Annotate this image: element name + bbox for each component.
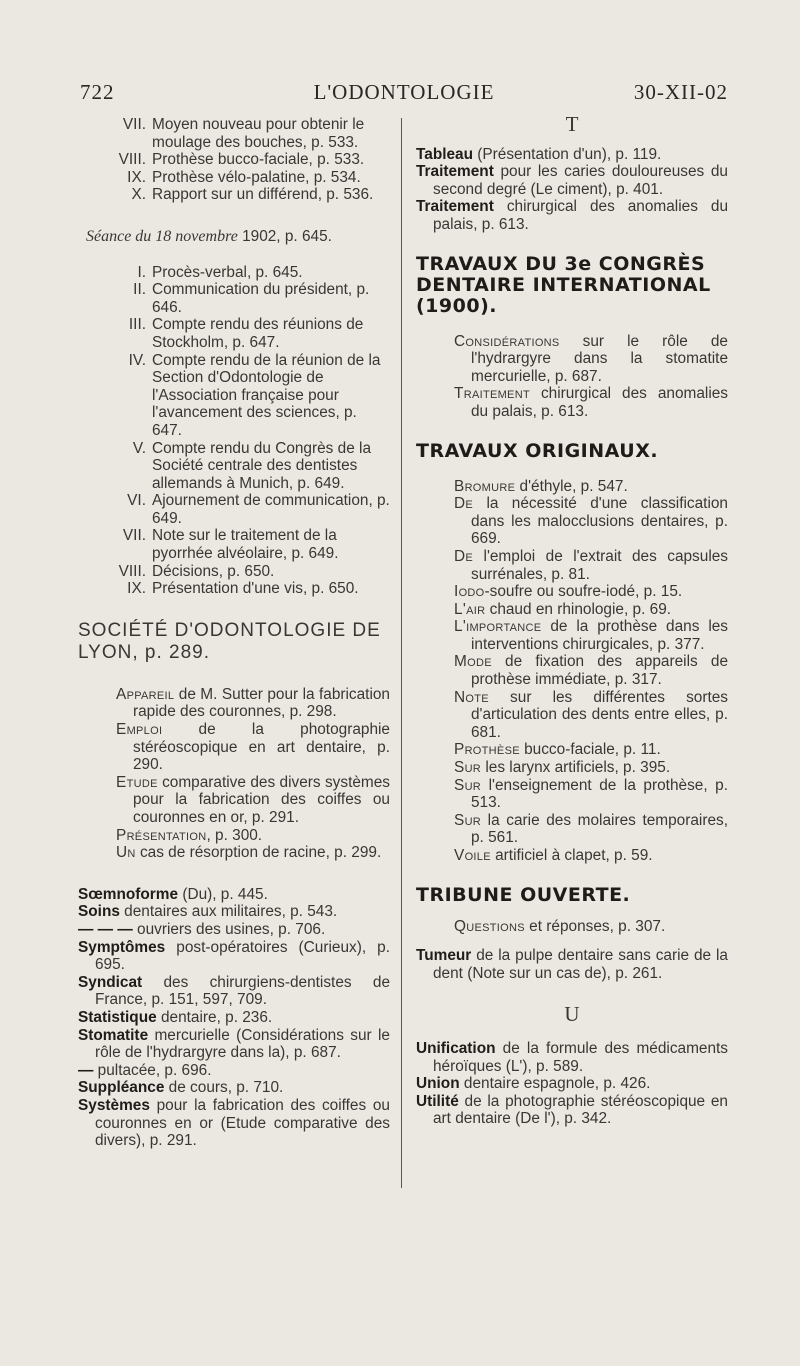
tumeur-entries: [416, 947, 728, 982]
entry-number: IV.: [128, 351, 146, 369]
entry-keyword: Iodo: [454, 583, 485, 601]
entry-keyword: Traitement: [454, 385, 530, 403]
entry-keyword: Tableau: [416, 145, 474, 163]
entry-text: (Présentation d'un), p. 119.: [473, 145, 662, 163]
numbered-entry: [78, 116, 390, 151]
entry-text: Prothèse vélo-palatine, p. 534.: [152, 168, 361, 186]
entry-keyword: Tumeur: [416, 947, 472, 965]
entry-text: de fixation des appareils de prothèse immédiate, p. 317.: [471, 653, 728, 689]
entry-text: d'éthyle, p. 547.: [515, 477, 628, 495]
entry-text: -soufre ou soufre-iodé, p. 15.: [484, 583, 683, 601]
entry-keyword: Traitement: [416, 163, 494, 181]
seance-italic: Séance du 18 novembre: [86, 227, 238, 245]
index-entry: [416, 1040, 728, 1075]
entry-keyword: Sur: [454, 759, 482, 777]
index-entry: [416, 198, 728, 233]
entry-number: X.: [131, 186, 146, 204]
numbered-entry: [78, 316, 390, 351]
index-entry: [454, 548, 728, 583]
seance-heading: [86, 228, 390, 246]
index-entry: [416, 163, 728, 198]
entry-number: VIII.: [118, 151, 146, 169]
letter-heading-t: T: [565, 112, 579, 136]
letter-heading-u: U: [564, 1002, 580, 1027]
entry-text: artificiel à clapet, p. 59.: [490, 847, 653, 864]
index-entry: [78, 939, 390, 974]
index-entry: [454, 777, 728, 812]
entry-keyword: Syndicat: [78, 973, 143, 991]
entry-text: chirurgical des anomalies du palais, p. 613.: [471, 385, 728, 420]
entry-keyword: Prothèse: [454, 741, 520, 759]
entry-keyword: Note: [454, 688, 489, 706]
entry-keyword: Etude: [116, 773, 158, 791]
index-entry: [454, 618, 728, 653]
entry-text: post-opératoires (Curieux), p. 695.: [95, 938, 390, 974]
entry-number: III.: [128, 316, 146, 334]
heading-originaux: TRAVAUX ORIGINAUX.: [416, 439, 659, 462]
entry-number: IX.: [127, 168, 146, 186]
numbered-entry: [78, 151, 390, 169]
index-entry: [454, 385, 728, 420]
s-entries: [78, 886, 390, 1150]
journal-title: L'ODONTOLOGIE: [313, 80, 495, 104]
entry-text: de la photographie stéréoscopique en art dentaire, p. 290.: [133, 721, 390, 774]
index-entry: [454, 689, 728, 742]
numbered-entry: [78, 580, 390, 598]
entry-keyword: Systèmes: [78, 1096, 150, 1114]
entry-number: VII.: [122, 527, 146, 545]
index-entry: [416, 1075, 728, 1093]
entry-keyword: Voile: [454, 847, 491, 864]
index-entry: [78, 1009, 390, 1027]
running-header: [80, 80, 728, 110]
entry-text: l'emploi de l'extrait des capsules surrénales, p. 81.: [471, 547, 728, 583]
index-entry: [416, 146, 728, 164]
entry-keyword: Bromure: [454, 477, 516, 495]
column-divider: [401, 118, 402, 1188]
entry-keyword: Suppléance: [78, 1079, 165, 1097]
index-entry: [116, 686, 390, 721]
entry-keyword: Sur: [454, 776, 482, 794]
entry-keyword: De: [454, 495, 474, 513]
index-entry: [78, 921, 390, 939]
entry-keyword: Questions: [454, 917, 525, 935]
entry-text: ouvriers des usines, p. 706.: [132, 920, 326, 938]
entry-number: VI.: [127, 492, 146, 510]
index-entry: [454, 333, 728, 386]
entry-keyword: Présentation: [116, 826, 207, 844]
entry-text: pour les caries douloureuses du second degré (Le ciment), p. 401.: [433, 163, 728, 198]
entry-keyword: L'importance: [454, 618, 542, 636]
entry-keyword: Un: [116, 844, 136, 862]
issue-date: 30-XII-02: [633, 80, 728, 104]
entry-text: sur le rôle de l'hydrargyre dans la stomatite mercurielle, p. 687.: [471, 332, 728, 385]
index-entry: [78, 1097, 390, 1150]
entry-text: Ajournement de communication, p. 649.: [152, 492, 390, 527]
congres-entries: [416, 333, 728, 421]
entry-keyword: Appareil: [116, 685, 175, 703]
entry-text: dentaire, p. 236.: [156, 1008, 273, 1026]
entry-text: Compte rendu des réunions de Stockholm, p. 647.: [152, 316, 364, 351]
numbered-entry: [78, 527, 390, 562]
entry-text: comparative des divers systèmes pour la fabrication des coiffes ou couronnes en or, p. 291.: [133, 773, 390, 826]
numbered-entry: [78, 186, 390, 204]
entry-text: pultacée, p. 696.: [93, 1061, 212, 1079]
t-entries: [416, 146, 728, 234]
entry-text: la nécessité d'une classification dans les malocclusions dentaires, p. 669.: [471, 495, 728, 548]
entry-number: V.: [132, 439, 146, 457]
entry-text: (Du), p. 445.: [178, 885, 268, 903]
entry-text: dentaire espagnole, p. 426.: [459, 1075, 651, 1093]
index-entry: [116, 827, 390, 845]
numbered-entry: [78, 440, 390, 493]
entry-text: bucco-faciale, p. 11.: [519, 741, 661, 759]
entry-keyword: Soins: [78, 903, 120, 921]
u-entries: [416, 1040, 728, 1128]
index-entry: [454, 495, 728, 548]
index-entry: [454, 601, 728, 619]
index-entry: [416, 1093, 728, 1128]
entry-text: de M. Sutter pour la fabrication rapide des couronnes, p. 298.: [133, 685, 390, 721]
entry-text: l'enseignement de la prothèse, p. 513.: [471, 776, 728, 812]
entry-text: de la photographie stéréoscopique en art dentaire (De l'), p. 342.: [433, 1092, 728, 1128]
entry-text: de la prothèse dans les interventions chirurgicales, p. 377.: [471, 618, 728, 653]
numbered-list-1: [78, 116, 390, 204]
entry-text: la carie des molaires temporaires, p. 561.: [471, 811, 728, 847]
heading-tribune: TRIBUNE OUVERTE.: [416, 883, 631, 906]
index-entry: [454, 812, 728, 847]
entry-keyword: Stomatite: [78, 1026, 149, 1044]
entry-number: II.: [133, 281, 146, 299]
index-entry: [454, 918, 728, 936]
index-entry: [116, 844, 390, 862]
heading-congres: TRAVAUX DU 3e CONGRÈS DENTAIRE INTERNATIONAL (1900).: [416, 252, 711, 317]
entry-text: dentaires aux militaires, p. 543.: [119, 903, 338, 921]
entry-keyword: L'air: [454, 600, 486, 618]
entry-text: pour la fabrication des coiffes ou couronnes en or (Etude comparative des divers), p. 291.: [95, 1096, 390, 1150]
entry-text: cas de résorption de racine, p. 299.: [135, 844, 382, 862]
entry-text: Compte rendu du Congrès de la Société centrale des dentistes allemands à Munich, p. 649.: [152, 439, 372, 492]
numbered-entry: [78, 492, 390, 527]
entry-text: de la pulpe dentaire sans carie de la dent (Note sur un cas de), p. 261.: [433, 947, 728, 982]
entry-keyword: De: [454, 547, 474, 565]
societe-entries: [78, 686, 390, 862]
entry-keyword: — — —: [78, 920, 133, 938]
entry-keyword: Unification: [416, 1039, 496, 1057]
entry-text: Procès-verbal, p. 645.: [152, 263, 303, 281]
tribune-entries: [416, 918, 728, 936]
entry-text: Moyen nouveau pour obtenir le moulage des bouches, p. 533.: [152, 116, 365, 151]
entry-keyword: Considérations: [454, 332, 560, 350]
index-entry: [454, 478, 728, 496]
page-number: 722: [80, 80, 115, 104]
entry-number: IX.: [127, 580, 146, 598]
entry-keyword: Emploi: [116, 721, 163, 739]
entry-keyword: Sur: [454, 811, 482, 829]
index-entry: [454, 741, 728, 759]
entry-keyword: Statistique: [78, 1008, 157, 1026]
entry-text: Compte rendu de la réunion de la Section d'Odontologie de l'Association française pour l'avancement des sciences, p. 647.: [152, 351, 381, 439]
entry-text: Rapport sur un différend, p. 536.: [152, 186, 374, 204]
entry-keyword: Traitement: [416, 198, 494, 216]
numbered-entry: [78, 169, 390, 187]
entry-text: Communication du président, p. 646.: [152, 281, 370, 316]
section-heading-societe: SOCIÉTÉ D'ODONTOLOGIE DE LYON, p. 289.: [78, 619, 381, 663]
entry-keyword: Union: [416, 1075, 460, 1093]
right-column: [416, 112, 728, 1128]
entry-text: Présentation d'une vis, p. 650.: [152, 580, 359, 598]
numbered-entry: [78, 264, 390, 282]
index-entry: [78, 1079, 390, 1097]
entry-keyword: Mode: [454, 653, 492, 671]
entry-text: chirurgical des anomalies du palais, p. 613.: [433, 198, 728, 233]
entry-text: Prothèse bucco-faciale, p. 533.: [152, 151, 365, 169]
entry-text: mercurielle (Considérations sur le rôle de l'hydrargyre dans la), p. 687.: [95, 1026, 390, 1062]
entry-keyword: Sœmnoforme: [78, 885, 179, 903]
entry-text: , p. 300.: [206, 826, 263, 844]
entry-keyword: Symptômes: [78, 938, 166, 956]
index-entry: [78, 1062, 390, 1080]
index-entry: [454, 847, 728, 865]
index-entry: [116, 774, 390, 827]
originaux-entries: [416, 478, 728, 865]
numbered-entry: [78, 563, 390, 581]
entry-number: VII.: [122, 116, 146, 133]
left-column: [78, 116, 390, 1150]
entry-text: de cours, p. 710.: [164, 1079, 284, 1097]
entry-text: Décisions, p. 650.: [152, 562, 275, 580]
index-entry: [78, 974, 390, 1009]
entry-text: chaud en rhinologie, p. 69.: [485, 600, 672, 618]
entry-number: VIII.: [118, 562, 146, 580]
numbered-entry: [78, 352, 390, 440]
index-entry: [78, 886, 390, 904]
seance-rest: 1902, p. 645.: [237, 227, 332, 245]
index-entry: [78, 1027, 390, 1062]
numbered-list-2: [78, 264, 390, 598]
entry-text: des chirurgiens-dentistes de France, p. 151, 597, 709.: [95, 973, 390, 1009]
entry-text: Note sur le traitement de la pyorrhée alvéolaire, p. 649.: [152, 527, 339, 563]
entry-text: et réponses, p. 307.: [524, 917, 666, 935]
entry-keyword: Utilité: [416, 1092, 459, 1110]
index-entry: [416, 947, 728, 982]
index-entry: [116, 721, 390, 774]
index-entry: [78, 903, 390, 921]
index-entry: [454, 759, 728, 777]
entry-number: I.: [137, 263, 146, 281]
entry-text: les larynx artificiels, p. 395.: [481, 759, 671, 777]
entry-text: sur les différentes sortes d'articulation des dents entre elles, p. 681.: [471, 688, 728, 741]
entry-text: de la formule des médicaments héroïques (L'), p. 589.: [433, 1039, 728, 1075]
index-entry: [454, 583, 728, 601]
index-entry: [454, 653, 728, 688]
numbered-entry: [78, 281, 390, 316]
entry-keyword: —: [78, 1061, 94, 1079]
